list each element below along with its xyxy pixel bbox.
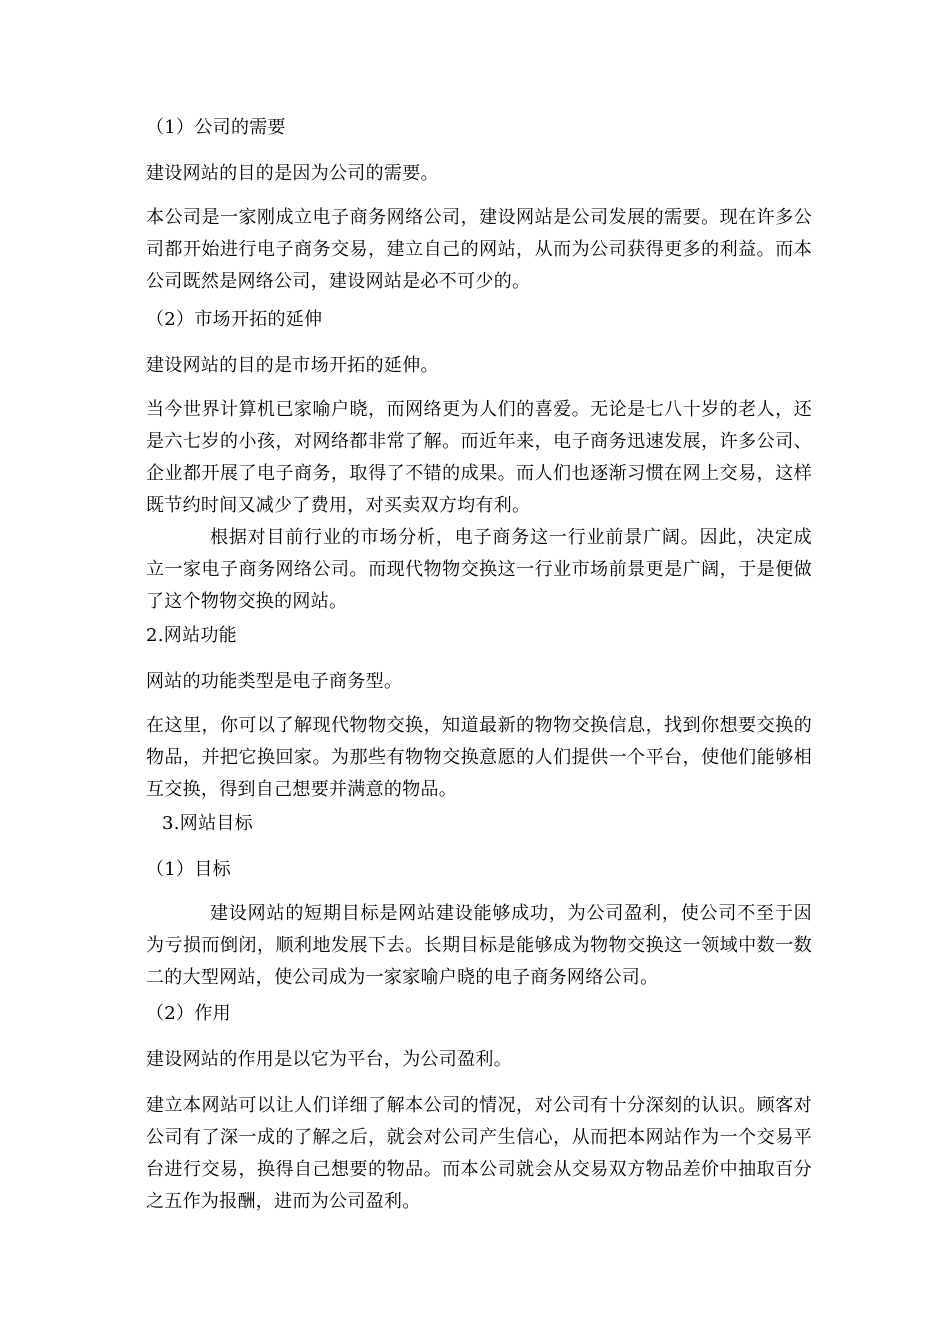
paragraph: 建设网站的短期目标是网站建设能够成功，为公司盈利，使公司不至于因为亏损而倒闭，顺利地发展下去。长期目标是能够成为物物交换这一领域中数一数二的大型网站，使公司成为一家家喻户晓的电子商务网络公司。 xyxy=(146,903,812,988)
paragraph: 网站的功能类型是电子商务型。 xyxy=(146,671,403,692)
paragraph: 建设网站的目的是市场开拓的延伸。 xyxy=(146,355,439,376)
section-heading: 2.网站功能 xyxy=(146,625,237,646)
section-heading: （1）公司的需要 xyxy=(146,117,286,138)
section-heading: （1）目标 xyxy=(146,859,231,880)
paragraph: 当今世界计算机已家喻户晓，而网络更为人们的喜爱。无论是七八十岁的老人，还是六七岁的小孩，对网络都非常了解。而近年来，电子商务迅速发展，许多公司、企业都开展了电子商务，取得了不错的成果。而人们也逐渐习惯在网上交易，这样既节约时间又减少了费用，对买卖双方均有利。 xyxy=(146,399,812,516)
paragraph: 建设网站的作用是以它为平台，为公司盈利。 xyxy=(146,1049,512,1070)
paragraph: 建立本网站可以让人们详细了解本公司的情况，对公司有十分深刻的认识。顾客对公司有了深一成的了解之后，就会对公司产生信心，从而把本网站作为一个交易平台进行交易，换得自己想要的物品。而本公司就会从交易双方物品差价中抽取百分之五作为报酬，进而为公司盈利。 xyxy=(146,1095,812,1212)
section-heading: （2）市场开拓的延伸 xyxy=(146,309,323,330)
paragraph: 根据对目前行业的市场分析，电子商务这一行业前景广阔。因此，决定成立一家电子商务网络公司。而现代物物交换这一行业市场前景更是广阔，于是便做了这个物物交换的网站。 xyxy=(146,527,812,612)
paragraph: 在这里，你可以了解现代物物交换，知道最新的物物交换信息，找到你想要交换的物品，并把它换回家。为那些有物物交换意愿的人们提供一个平台，使他们能够相互交换，得到自己想要并满意的物品。 xyxy=(146,715,812,800)
section-heading: 3.网站目标 xyxy=(162,813,253,834)
section-heading: （2）作用 xyxy=(146,1003,231,1024)
paragraph: 本公司是一家刚成立电子商务网络公司，建设网站是公司发展的需要。现在许多公司都开始进行电子商务交易，建立自己的网站，从而为公司获得更多的利益。而本公司既然是网络公司，建设网站是必不可少的。 xyxy=(146,207,812,292)
paragraph: 建设网站的目的是因为公司的需要。 xyxy=(146,163,439,184)
